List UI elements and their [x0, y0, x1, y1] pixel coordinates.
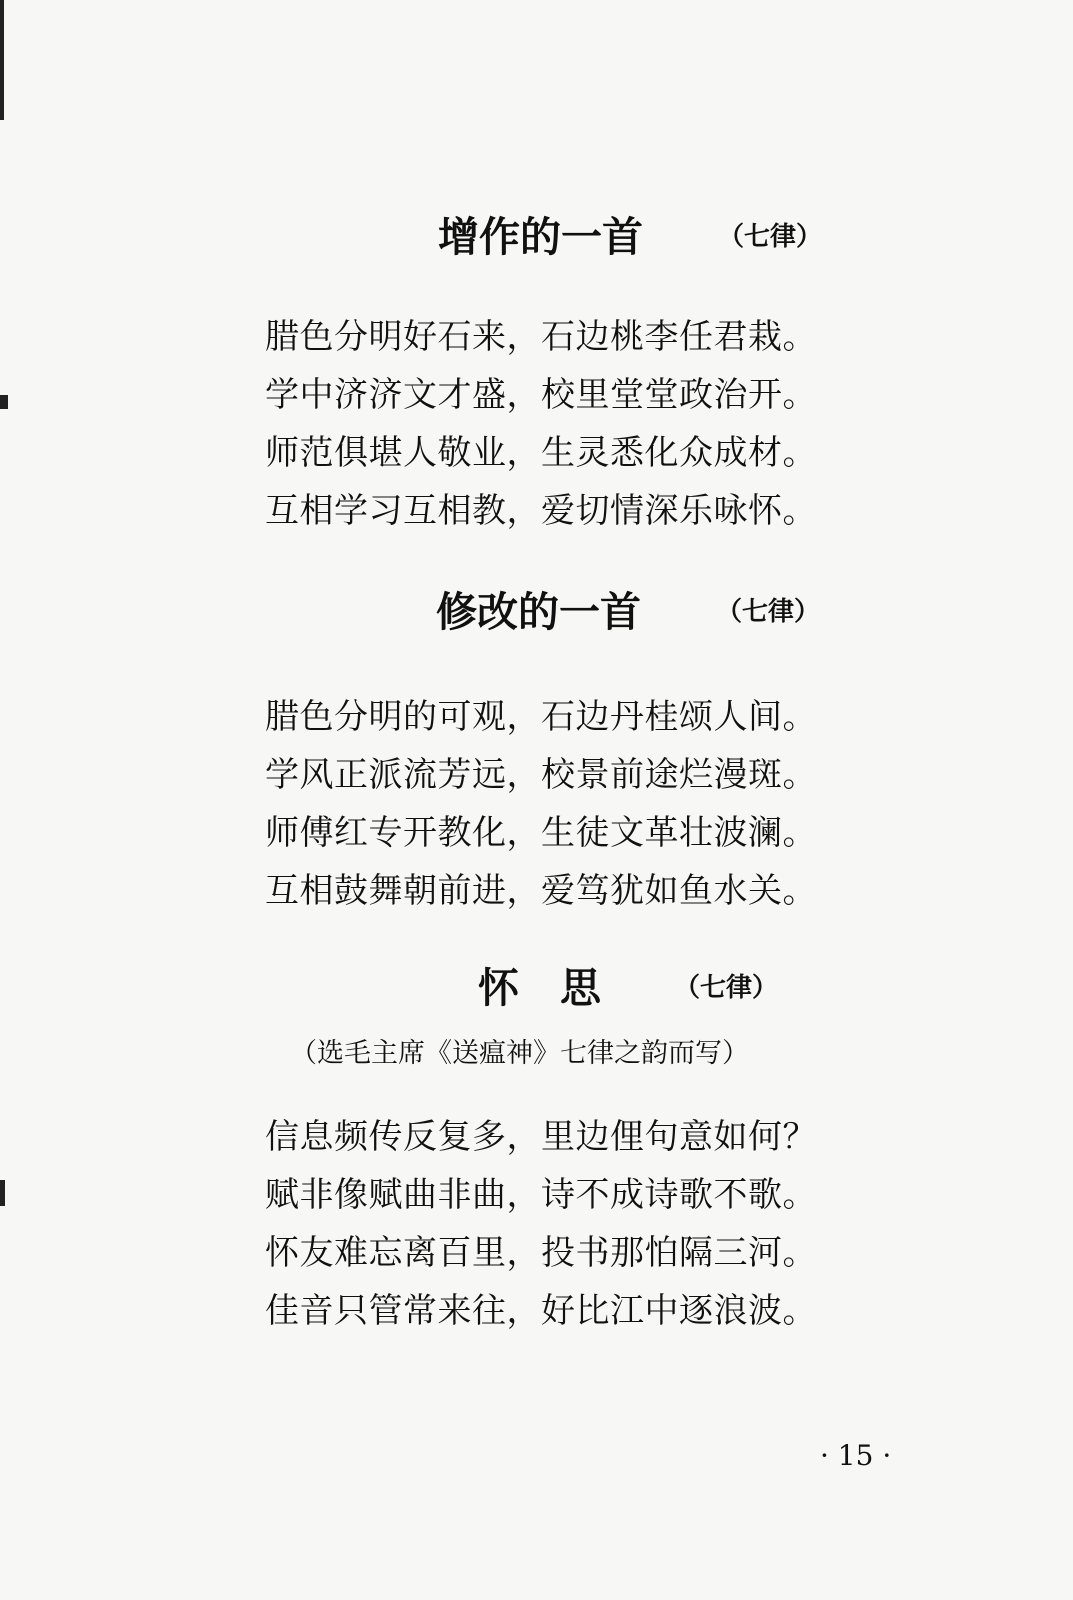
page-number: · 15 ·	[820, 1439, 892, 1472]
poem-2-heading	[0, 582, 1073, 642]
poem-line: 互相学习互相教，爱切情深乐咏怀。	[265, 491, 817, 531]
poem-line: 信息频传反复多，里边俚句意如何？	[265, 1117, 817, 1157]
poem-3-form: （七律）	[674, 973, 779, 1003]
poem-line: 学风正派流芳远，校景前途烂漫斑。	[265, 755, 817, 795]
scan-edge-mark	[0, 0, 4, 120]
poem-3-title: 怀 思	[478, 964, 601, 1012]
poem-2-title: 修改的一首	[436, 588, 641, 636]
poem-line: 腊色分明的可观，石边丹桂颂人间。	[265, 697, 817, 737]
scan-edge-mark	[0, 395, 8, 409]
poem-3-body	[265, 1108, 865, 1340]
poem-line: 佳音只管常来往，好比江中逐浪波。	[265, 1291, 817, 1331]
poem-1-form: （七律）	[718, 222, 823, 252]
poem-line: 师傅红专开教化，生徒文革壮波澜。	[265, 813, 817, 853]
poem-line: 互相鼓舞朝前进，爱笃犹如鱼水关。	[265, 871, 817, 911]
poem-line: 腊色分明好石来，石边桃李任君栽。	[265, 317, 817, 357]
scan-edge-mark	[0, 1180, 5, 1206]
poem-line: 学中济济文才盛，校里堂堂政治开。	[265, 375, 817, 415]
poem-3-subtitle: （选毛主席《送瘟神》七律之韵而写）	[290, 1038, 749, 1069]
poem-3-heading	[0, 958, 1073, 1018]
poem-2-body	[265, 688, 865, 920]
poem-1-body	[265, 308, 865, 540]
poem-1-title: 增作的一首	[438, 213, 643, 261]
poem-2-form: （七律）	[716, 597, 821, 627]
poem-line: 赋非像赋曲非曲，诗不成诗歌不歌。	[265, 1175, 817, 1215]
poem-line: 师范俱堪人敬业，生灵悉化众成材。	[265, 433, 817, 473]
poem-line: 怀友难忘离百里，投书那怕隔三河。	[265, 1233, 817, 1273]
poem-1-heading	[0, 207, 1073, 267]
